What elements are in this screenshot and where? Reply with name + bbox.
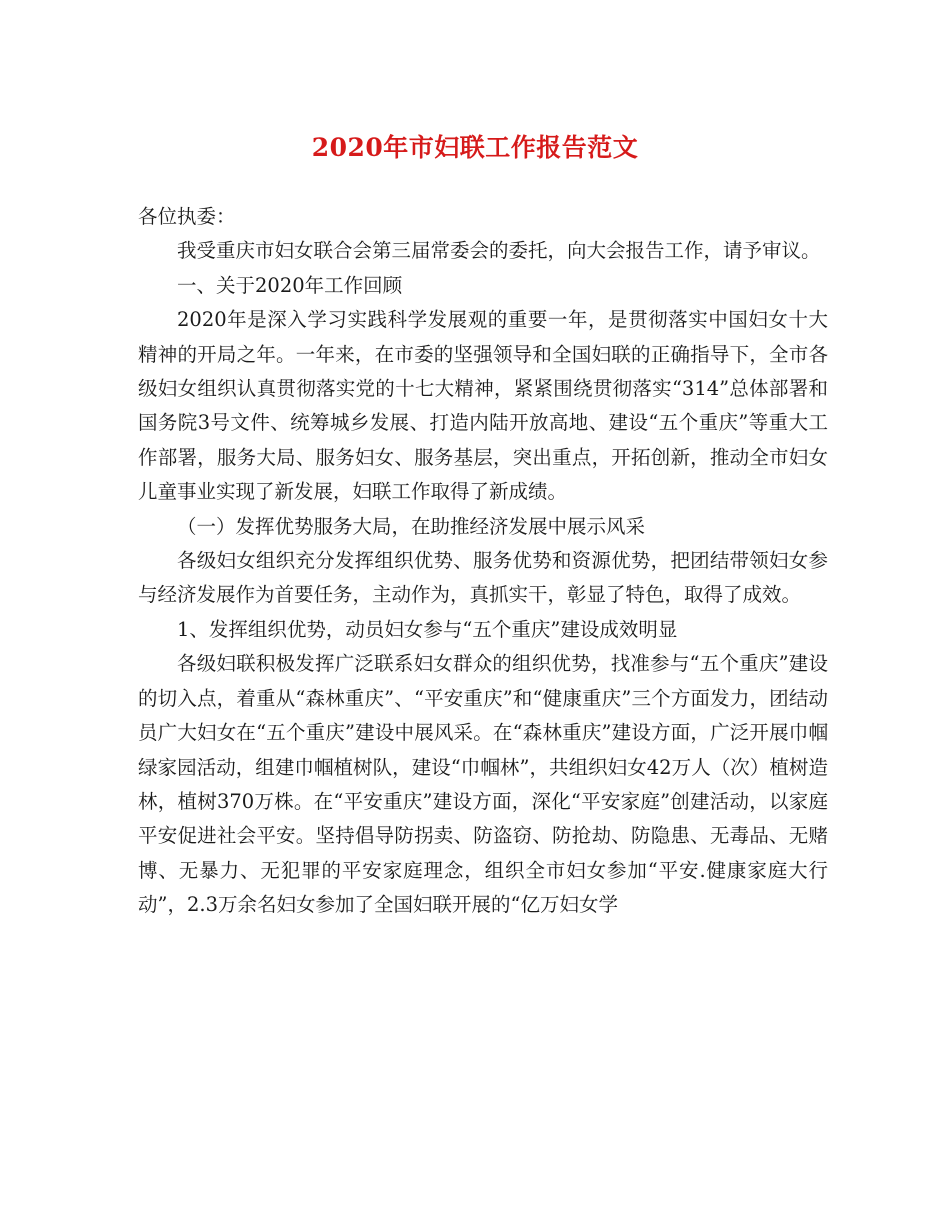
subsection-heading-1: （一）发挥优势服务大局，在助推经济发展中展示风采 xyxy=(177,514,646,538)
paragraph-advantages: 各级妇女组织充分发挥组织优势、服务优势和资源优势，把团结带领妇女参与经济发展作为首要任务，主动作为，真抓实干，彰显了特色，取得了成效。 xyxy=(138,549,828,607)
section-heading-1: 一、关于2020年工作回顾 xyxy=(177,273,403,297)
paragraph-intro: 我受重庆市妇女联合会第三届常委会的委托，向大会报告工作，请予审议。 xyxy=(177,239,821,263)
paragraph-review: 2020年是深入学习实践科学发展观的重要一年，是贯彻落实中国妇女十大精神的开局之年。一年来，在市委的坚强领导和全国妇联的正确指导下，全市各级妇女组织认真贯彻落实党的十七大精神，紧紧围绕贯彻落实“314”总体部署和国务院3号文件、统筹城乡发展、打造内陆开放高地、建设“五个重庆”等重大工作部署，服务大局、服务妇女、服务基层，突出重点，开拓创新，推动全市妇女儿童事业实现了新发展，妇联工作取得了新成绩。 xyxy=(138,308,828,504)
item-heading-1: 1、发挥组织优势，动员妇女参与“五个重庆”建设成效明显 xyxy=(177,617,678,641)
salutation: 各位执委： xyxy=(138,205,236,228)
paragraph-five-chongqing: 各级妇联积极发挥广泛联系妇女群众的组织优势，找准参与“五个重庆”建设的切入点，着重从“森林重庆”、“平安重庆”和“健康重庆”三个方面发力，团结动员广大妇女在“五个重庆”建设中展风采。在“森林重庆”建设方面，广泛开展巾帼绿家园活动，组建巾帼植树队，建设“巾帼林”，共组织妇女42万人（次）植树造林，植树370万株。在“平安重庆”建设方面，深化“平安家庭”创建活动，以家庭平安促进社会平安。坚持倡导防拐卖、防盗窃、防抢劫、防隐患、无毒品、无赌博、无暴力、无犯罪的平安家庭理念，组织全市妇女参加“平安.健康家庭大行动”，2.3万余名妇女参加了全国妇联开展的“亿万妇女学 xyxy=(138,652,828,917)
document-body xyxy=(138,200,828,923)
document-title: 2020年市妇联工作报告范文 xyxy=(311,133,639,162)
